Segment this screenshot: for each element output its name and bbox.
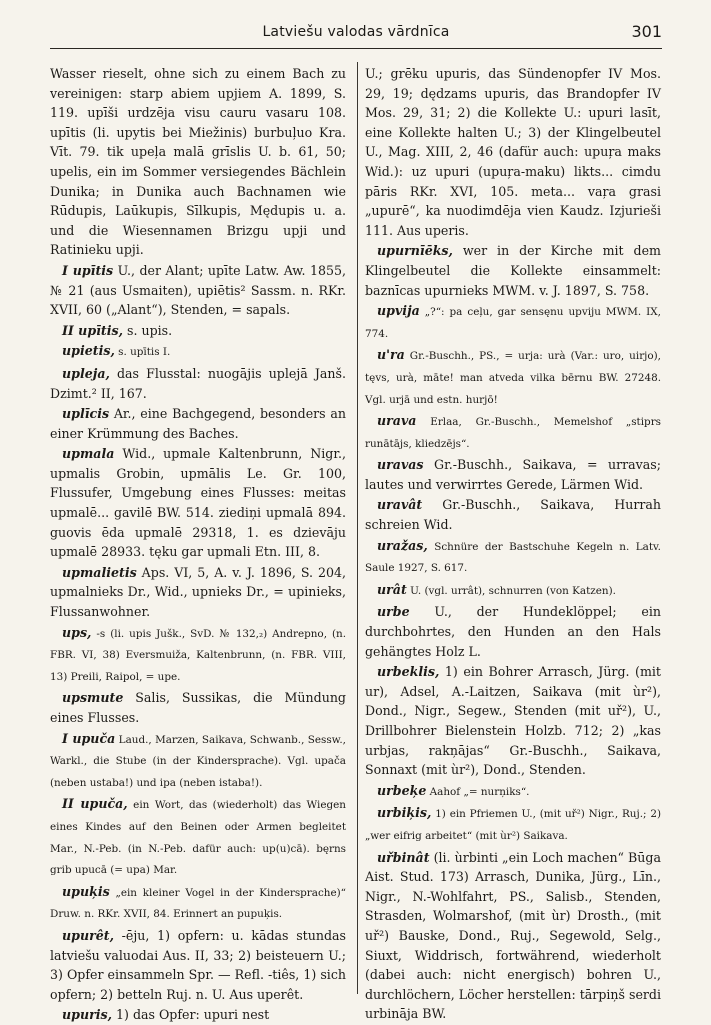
entry-definition: ein Wort, das (wiederholt) das Wiegen eines Kindes auf den Beinen oder Armen begleitet Mar., N.-Peb. (in N.-Peb. dafür auch: up(u)cā). bęrns grib upucā (= upa) Mar. [50,799,346,877]
entry-definition: „ein kleiner Vogel in der Kindersprache)“ Druw. n. RKr. XVII, 84. Erinnert an pupuķis. [50,886,346,921]
dictionary-entry [50,1005,346,1025]
headword: uravât [377,497,423,513]
headword: uřbinât [377,849,430,865]
dictionary-entry [365,781,661,803]
dictionary-entry [50,926,346,1004]
headword: u'ra [377,347,405,363]
entry-definition: 1) das Opfer: upuri nest [112,1007,270,1023]
headword: urbe [377,604,410,620]
headword: upsmute [62,690,124,706]
headword: urbeķe [377,782,427,798]
headword: uplīcis [62,406,110,422]
headword: II upuča, [62,796,128,812]
dictionary-entry [365,662,661,780]
entry-definition: Gr.-Buschh., Saikava, Hurrah schreien Wid. [365,497,661,533]
entry-definition: s. upis. [123,322,173,338]
dictionary-entry [50,729,346,794]
entry-definition: Salis, Sussikas, die Mündung eines Flusses. [50,690,346,725]
headword: II upītis, [62,322,123,338]
headword: upurêt, [62,927,114,943]
headword: ups, [62,624,92,640]
entry-definition: Laud., Marzen, Saikava, Schwanb., Sessw., Warkl., die Stube (in der Kindersprache). Vgl. upača (neben ustaba!) und ipa (neben istaba!). [50,733,346,789]
entry-definition: wer in der Kirche mit dem Klingelbeutel die Kollekte einsammelt: baznīcas upurnieks MWM. v. J. 1897, S. 758. [365,243,661,298]
entry-definition: U., der Hundeklöppel; ein durchbohrtes, den Hunden an den Hals gehängtes Holz L. [365,604,661,659]
headword: upmala [62,446,115,462]
dictionary-entry [365,455,661,494]
dictionary-entry [365,495,661,534]
page-number: 301 [631,22,662,41]
headword: urbeklis, [377,664,440,680]
headword: upietis, [62,343,115,359]
dictionary-entry [50,321,346,341]
entry-definition: Gr.-Buschh., PS., = urja: urà (Var.: uro, uirjo), tęvs, urà, māte! man atveda vilka bērnu BW. 27248. Vgl. urjā und estn. hurjō! [365,350,661,406]
dictionary-entry [365,345,661,410]
entry-definition: Ar., eine Bachgegend, besonders an einer Krümmung des Baches. [50,406,346,441]
dictionary-entry [50,404,346,443]
headword: uražas, [377,537,428,553]
dictionary-entry [365,536,661,579]
dictionary-entry [50,794,346,880]
headword: I upītis [62,262,114,278]
right-column [365,64,662,1022]
entry-definition: 1) ein Pfriemen U., (mit uř²) Nigr., Ruj.; 2) „wer eifrig arbeitet“ (mit ùr²) Saikava. [365,808,661,842]
headword: upuķis [62,883,110,899]
column-divider [357,62,358,994]
entry-continuation: U.; grēku upuris, das Sündenopfer IV Mos. 29, 19; dędzams upuris, das Brandopfer IV Mos. 29, 31; 2) die Kollekte U.: upuri lasīt, eine Kollekte halten U.; 3) der Klingelbeutel U., Mag. XIII, 2, 46 (dafür auch: upuŗa maks Wid.): uz upuri (upuŗa-maku) likts... cimdu pāris RKr. XVI, 105. meta... vaŗa grasi „upurē“, ka nuodimdēja vien Kaudz. Izjurieši 111. Aus uperis. [365,66,661,238]
dictionary-entry [50,688,346,727]
dictionary-entry [365,602,661,661]
dictionary-entry [50,563,346,622]
dictionary-entry [365,301,661,344]
dictionary-entry [50,364,346,403]
dictionary-entry [50,261,346,320]
dictionary-entry [50,623,346,688]
dictionary-entry [365,803,661,846]
entry-definition: Gr.-Buschh., Saikava, = urravas; lautes und verwirrtes Gerede, Lärmen Wid. [365,457,661,492]
entry-definition: (li. ùrbinti „ein Loch machen“ Būga Aist. Stud. 173) Arrasch, Dunika, Jürg., Līn., Nigr., N.-Wohlfahrt, PS., Salisb., Stenden, Strasden, Wolmarshof, (mit ùr) Drosth., (mit uř²) Bauske, Dond., Ruj., Segewold, Selg., Siuxt, Widdrisch, fortwährend, wiederholt (dabei auch: nicht energisch) bohren U., durchlöchern, Löcher herstellen: tārpiņš serdi urbināja BW. [365,849,662,1022]
entry-definition: U., der Alant; upīte Latw. Aw. 1855, № 21 (aus Usmaiten), upiētis² Sassm. n. RKr. XVII, 60 („Alant“), Stenden, = sapals. [50,262,346,318]
headword: upvija [377,303,420,319]
dictionary-entry [50,882,346,925]
headword: upurnīēks, [377,243,453,259]
dictionary-entry [365,411,661,454]
entry-definition: „?“: pa ceļu, gar sensęnu upviju MWM. IX, 774. [365,306,661,340]
entry-definition: Erlaa, Gr.-Buschh., Memelshof „stiprs runātājs, kliedzējs“. [365,416,661,450]
headword: urbiķis, [377,805,432,821]
headword: uravas [377,457,424,473]
headword: I upuča [62,730,116,746]
running-title: Latviešu valodas vārdnīca [262,24,450,40]
entry-definition: -ēju, 1) opfern: u. kādas stundas latviešu valuodai Aus. II, 33; 2) beisteuern U.; 3) Opfer einsammeln Spr. — Refl. -tiês, 1) sich opfern; 2) betteln Ruj. n. U. Aus uperêt. [50,927,346,1002]
entry-definition: Aahof „= nurņiks“. [426,785,530,798]
left-column [50,64,346,1023]
page-header [50,14,662,49]
entry-definition: Aps. VI, 5, A. v. J. 1896, S. 204, upmalnieks Dr., Wid., upnieks Dr., = upinieks, Flussanwohner. [50,564,346,620]
dictionary-entry [50,444,346,562]
dictionary-entry [365,241,661,300]
entry-definition: -s (li. upis Jušk., SvD. № 132,₂) Andrepno, (n. FBR. VI, 38) Eversmuiža, Kaltenbrunn, (n. FBR. VIII, 13) Preili, Raipol, = upe. [50,627,346,683]
entry-definition: Schnüre der Bastschuhe Kegeln n. Latv. Saule 1927, S. 617. [365,540,661,575]
dictionary-entry [365,580,661,602]
dictionary-entry [50,341,346,363]
entry-definition: das Flusstal: nuogājis uplejā Janš. Dzimt.² II, 167. [50,365,346,401]
entry-definition: U. (vgl. urrât), schnurren (von Katzen). [406,584,616,597]
entry-continuation: Wasser rieselt, ohne sich zu einem Bach zu vereinigen: starp abiem upjiem A. 1899, S. 119. upīši urdzēja visu cauru vasaru 108. upītis (li. upytis bei Miežinis) burbuļuo Kra. Vīt. 79. tik upeļa malā grīslis U. b. 61, 50; upelis, ein im Sommer versiegendes Bächlein Dunika; in Dunika auch Bachnamen wie Rūdupis, Laūkupis, Sīlkupis, Mędupis u. a. und die Wiesennamen Brizgu upji und Ratinieku upji. [50,66,346,258]
entry-definition: 1) ein Bohrer Arrasch, Jürg. (mit ur), Adsel, A.-Laitzen, Saikava (mit ùr²), Dond., Nigr., Segew., Stenden (mit uř²), U., Drillbohrer Bielenstein Holzb. 712; 2) „kas urbjas, rakņājas“ Gr.-Buschh., Saikava, Sonnaxt (mit ùr²), Dond., Stenden. [365,664,661,778]
dictionary-entry [365,848,661,1024]
entry-definition: Wid., upmale Kaltenbrunn, Nigr., upmalis Grobin, upmālis Le. Gr. 100, Flussufer, Umgebung eines Flusses: meitas upmalē... gavilē BW. 514. ziediņi upmalā 894. guovis ēda upmalē 29318, 1. es dzievāju upmalē 28933. tęku gar upmali Etn. III, 8. [50,446,346,560]
entry-definition: s. upītis I. [114,346,171,359]
headword: upmalietis [62,564,137,580]
headword: urât [377,581,407,597]
headword: upuris, [62,1007,113,1023]
headword: upleja, [62,365,110,381]
headword: urava [377,413,417,429]
